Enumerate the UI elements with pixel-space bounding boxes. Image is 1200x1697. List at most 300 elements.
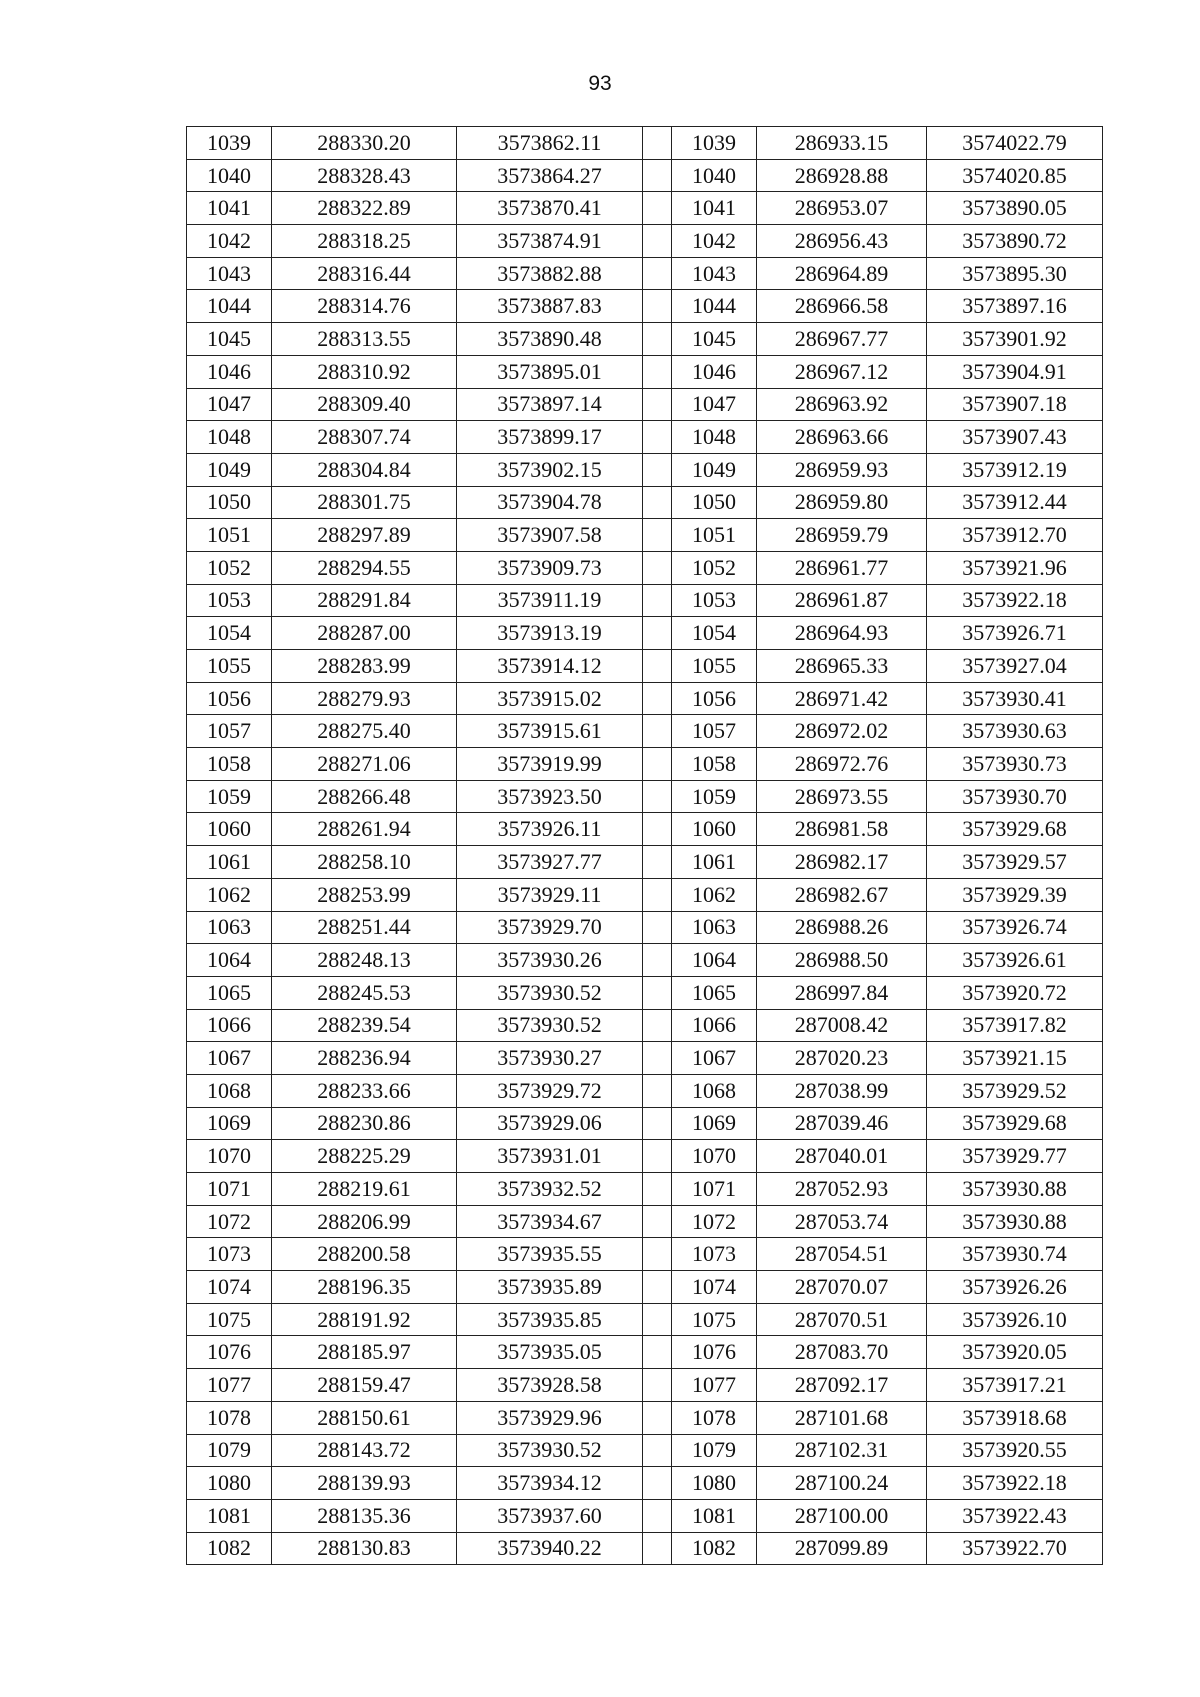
left-point-id: 1050	[187, 486, 272, 519]
left-x-coordinate: 288143.72	[272, 1434, 457, 1467]
table-row	[187, 551, 1103, 584]
separator-cell	[643, 1173, 672, 1206]
separator-cell	[643, 1205, 672, 1238]
separator-cell	[643, 1271, 672, 1304]
separator-cell	[643, 1074, 672, 1107]
left-y-coordinate: 3573940.22	[457, 1532, 643, 1565]
table-row	[187, 257, 1103, 290]
separator-cell	[643, 944, 672, 977]
right-x-coordinate: 287040.01	[757, 1140, 927, 1173]
left-y-coordinate: 3573929.72	[457, 1074, 643, 1107]
table-row	[187, 911, 1103, 944]
right-y-coordinate: 3573920.72	[927, 976, 1103, 1009]
right-x-coordinate: 286963.92	[757, 388, 927, 421]
separator-cell	[643, 650, 672, 683]
right-x-coordinate: 287039.46	[757, 1107, 927, 1140]
table-row	[187, 1009, 1103, 1042]
table-row	[187, 192, 1103, 225]
right-x-coordinate: 286971.42	[757, 682, 927, 715]
left-x-coordinate: 288310.92	[272, 355, 457, 388]
right-point-id: 1049	[672, 453, 757, 486]
left-x-coordinate: 288196.35	[272, 1271, 457, 1304]
right-y-coordinate: 3573907.43	[927, 421, 1103, 454]
table-row	[187, 127, 1103, 160]
table-row	[187, 617, 1103, 650]
table-row	[187, 355, 1103, 388]
right-x-coordinate: 286988.26	[757, 911, 927, 944]
left-x-coordinate: 288330.20	[272, 127, 457, 160]
right-y-coordinate: 3573929.52	[927, 1074, 1103, 1107]
left-y-coordinate: 3573895.01	[457, 355, 643, 388]
right-point-id: 1039	[672, 127, 757, 160]
right-point-id: 1062	[672, 878, 757, 911]
separator-cell	[643, 748, 672, 781]
left-y-coordinate: 3573899.17	[457, 421, 643, 454]
left-point-id: 1068	[187, 1074, 272, 1107]
separator-cell	[643, 1434, 672, 1467]
table-row	[187, 1173, 1103, 1206]
right-y-coordinate: 3573921.96	[927, 551, 1103, 584]
left-y-coordinate: 3573915.61	[457, 715, 643, 748]
right-y-coordinate: 3573926.26	[927, 1271, 1103, 1304]
separator-cell	[643, 846, 672, 879]
table-row	[187, 1074, 1103, 1107]
left-x-coordinate: 288236.94	[272, 1042, 457, 1075]
right-y-coordinate: 3573926.61	[927, 944, 1103, 977]
separator-cell	[643, 225, 672, 258]
separator-cell	[643, 1401, 672, 1434]
left-point-id: 1047	[187, 388, 272, 421]
right-y-coordinate: 3573922.18	[927, 1467, 1103, 1500]
table-row	[187, 388, 1103, 421]
coordinate-table-body	[187, 127, 1103, 1565]
separator-cell	[643, 159, 672, 192]
left-point-id: 1059	[187, 780, 272, 813]
left-x-coordinate: 288316.44	[272, 257, 457, 290]
right-x-coordinate: 287070.07	[757, 1271, 927, 1304]
right-point-id: 1064	[672, 944, 757, 977]
left-x-coordinate: 288251.44	[272, 911, 457, 944]
right-x-coordinate: 286981.58	[757, 813, 927, 846]
separator-cell	[643, 1369, 672, 1402]
right-point-id: 1047	[672, 388, 757, 421]
left-point-id: 1061	[187, 846, 272, 879]
left-x-coordinate: 288307.74	[272, 421, 457, 454]
right-x-coordinate: 286972.02	[757, 715, 927, 748]
left-point-id: 1073	[187, 1238, 272, 1271]
right-x-coordinate: 287053.74	[757, 1205, 927, 1238]
left-y-coordinate: 3573930.52	[457, 1434, 643, 1467]
left-x-coordinate: 288245.53	[272, 976, 457, 1009]
left-x-coordinate: 288297.89	[272, 519, 457, 552]
right-point-id: 1079	[672, 1434, 757, 1467]
left-x-coordinate: 288301.75	[272, 486, 457, 519]
table-row	[187, 976, 1103, 1009]
left-point-id: 1077	[187, 1369, 272, 1402]
left-x-coordinate: 288318.25	[272, 225, 457, 258]
left-point-id: 1049	[187, 453, 272, 486]
right-x-coordinate: 286988.50	[757, 944, 927, 977]
right-y-coordinate: 3573912.44	[927, 486, 1103, 519]
right-point-id: 1068	[672, 1074, 757, 1107]
separator-cell	[643, 1499, 672, 1532]
left-point-id: 1074	[187, 1271, 272, 1304]
left-x-coordinate: 288279.93	[272, 682, 457, 715]
left-point-id: 1055	[187, 650, 272, 683]
left-y-coordinate: 3573915.02	[457, 682, 643, 715]
table-row	[187, 944, 1103, 977]
table-row	[187, 682, 1103, 715]
right-y-coordinate: 3573929.39	[927, 878, 1103, 911]
right-y-coordinate: 3573930.63	[927, 715, 1103, 748]
left-y-coordinate: 3573927.77	[457, 846, 643, 879]
right-point-id: 1057	[672, 715, 757, 748]
separator-cell	[643, 1336, 672, 1369]
left-point-id: 1057	[187, 715, 272, 748]
separator-cell	[643, 551, 672, 584]
table-row	[187, 290, 1103, 323]
right-y-coordinate: 3573930.74	[927, 1238, 1103, 1271]
right-y-coordinate: 3573930.70	[927, 780, 1103, 813]
separator-cell	[643, 257, 672, 290]
separator-cell	[643, 1042, 672, 1075]
table-row	[187, 1532, 1103, 1565]
right-x-coordinate: 286967.77	[757, 323, 927, 356]
separator-cell	[643, 1107, 672, 1140]
left-y-coordinate: 3573935.89	[457, 1271, 643, 1304]
right-point-id: 1044	[672, 290, 757, 323]
right-point-id: 1040	[672, 159, 757, 192]
separator-cell	[643, 453, 672, 486]
left-point-id: 1069	[187, 1107, 272, 1140]
separator-cell	[643, 780, 672, 813]
right-x-coordinate: 286928.88	[757, 159, 927, 192]
left-point-id: 1053	[187, 584, 272, 617]
left-x-coordinate: 288322.89	[272, 192, 457, 225]
left-x-coordinate: 288139.93	[272, 1467, 457, 1500]
left-y-coordinate: 3573890.48	[457, 323, 643, 356]
left-point-id: 1060	[187, 813, 272, 846]
left-y-coordinate: 3573904.78	[457, 486, 643, 519]
right-y-coordinate: 3573929.68	[927, 1107, 1103, 1140]
right-x-coordinate: 287054.51	[757, 1238, 927, 1271]
left-y-coordinate: 3573929.96	[457, 1401, 643, 1434]
left-point-id: 1046	[187, 355, 272, 388]
table-row	[187, 323, 1103, 356]
right-x-coordinate: 286972.76	[757, 748, 927, 781]
left-point-id: 1065	[187, 976, 272, 1009]
left-point-id: 1041	[187, 192, 272, 225]
table-row	[187, 453, 1103, 486]
left-x-coordinate: 288304.84	[272, 453, 457, 486]
right-y-coordinate: 3573927.04	[927, 650, 1103, 683]
right-y-coordinate: 3573912.70	[927, 519, 1103, 552]
right-point-id: 1081	[672, 1499, 757, 1532]
separator-cell	[643, 1238, 672, 1271]
left-x-coordinate: 288291.84	[272, 584, 457, 617]
right-y-coordinate: 3573922.18	[927, 584, 1103, 617]
right-x-coordinate: 286956.43	[757, 225, 927, 258]
left-y-coordinate: 3573887.83	[457, 290, 643, 323]
left-y-coordinate: 3573930.52	[457, 1009, 643, 1042]
left-x-coordinate: 288314.76	[272, 290, 457, 323]
left-x-coordinate: 288219.61	[272, 1173, 457, 1206]
table-row	[187, 225, 1103, 258]
left-x-coordinate: 288159.47	[272, 1369, 457, 1402]
left-y-coordinate: 3573919.99	[457, 748, 643, 781]
right-y-coordinate: 3573917.82	[927, 1009, 1103, 1042]
left-x-coordinate: 288248.13	[272, 944, 457, 977]
table-row	[187, 650, 1103, 683]
table-row	[187, 1369, 1103, 1402]
table-row	[187, 1499, 1103, 1532]
separator-cell	[643, 421, 672, 454]
right-y-coordinate: 3573922.70	[927, 1532, 1103, 1565]
left-point-id: 1079	[187, 1434, 272, 1467]
left-y-coordinate: 3573862.11	[457, 127, 643, 160]
right-y-coordinate: 3573895.30	[927, 257, 1103, 290]
left-x-coordinate: 288239.54	[272, 1009, 457, 1042]
right-x-coordinate: 287008.42	[757, 1009, 927, 1042]
left-y-coordinate: 3573874.91	[457, 225, 643, 258]
right-y-coordinate: 3573917.21	[927, 1369, 1103, 1402]
right-point-id: 1070	[672, 1140, 757, 1173]
left-x-coordinate: 288130.83	[272, 1532, 457, 1565]
separator-cell	[643, 290, 672, 323]
right-x-coordinate: 287092.17	[757, 1369, 927, 1402]
right-point-id: 1051	[672, 519, 757, 552]
table-row	[187, 748, 1103, 781]
right-x-coordinate: 286953.07	[757, 192, 927, 225]
left-y-coordinate: 3573911.19	[457, 584, 643, 617]
right-y-coordinate: 3573926.71	[927, 617, 1103, 650]
table-row	[187, 1042, 1103, 1075]
right-y-coordinate: 3573904.91	[927, 355, 1103, 388]
separator-cell	[643, 813, 672, 846]
right-y-coordinate: 3573930.88	[927, 1205, 1103, 1238]
left-point-id: 1052	[187, 551, 272, 584]
right-y-coordinate: 3573930.41	[927, 682, 1103, 715]
separator-cell	[643, 1303, 672, 1336]
right-y-coordinate: 3573926.10	[927, 1303, 1103, 1336]
right-y-coordinate: 3573897.16	[927, 290, 1103, 323]
left-y-coordinate: 3573934.12	[457, 1467, 643, 1500]
left-x-coordinate: 288253.99	[272, 878, 457, 911]
right-point-id: 1052	[672, 551, 757, 584]
separator-cell	[643, 911, 672, 944]
right-x-coordinate: 286965.33	[757, 650, 927, 683]
left-x-coordinate: 288233.66	[272, 1074, 457, 1107]
right-y-coordinate: 3573901.92	[927, 323, 1103, 356]
left-y-coordinate: 3573930.27	[457, 1042, 643, 1075]
table-row	[187, 1238, 1103, 1271]
left-point-id: 1081	[187, 1499, 272, 1532]
right-point-id: 1042	[672, 225, 757, 258]
right-point-id: 1058	[672, 748, 757, 781]
right-point-id: 1045	[672, 323, 757, 356]
left-x-coordinate: 288266.48	[272, 780, 457, 813]
right-y-coordinate: 3573907.18	[927, 388, 1103, 421]
right-x-coordinate: 287099.89	[757, 1532, 927, 1565]
right-y-coordinate: 3573930.73	[927, 748, 1103, 781]
right-point-id: 1063	[672, 911, 757, 944]
right-y-coordinate: 3573930.88	[927, 1173, 1103, 1206]
left-point-id: 1043	[187, 257, 272, 290]
right-point-id: 1060	[672, 813, 757, 846]
separator-cell	[643, 1467, 672, 1500]
right-y-coordinate: 3573926.74	[927, 911, 1103, 944]
left-y-coordinate: 3573932.52	[457, 1173, 643, 1206]
right-point-id: 1053	[672, 584, 757, 617]
table-row	[187, 1467, 1103, 1500]
left-x-coordinate: 288206.99	[272, 1205, 457, 1238]
separator-cell	[643, 584, 672, 617]
table-row	[187, 1140, 1103, 1173]
right-point-id: 1048	[672, 421, 757, 454]
right-x-coordinate: 287052.93	[757, 1173, 927, 1206]
right-x-coordinate: 287101.68	[757, 1401, 927, 1434]
left-point-id: 1080	[187, 1467, 272, 1500]
left-point-id: 1051	[187, 519, 272, 552]
separator-cell	[643, 323, 672, 356]
right-point-id: 1069	[672, 1107, 757, 1140]
right-x-coordinate: 287083.70	[757, 1336, 927, 1369]
left-point-id: 1044	[187, 290, 272, 323]
right-point-id: 1041	[672, 192, 757, 225]
table-row	[187, 1336, 1103, 1369]
separator-cell	[643, 878, 672, 911]
separator-cell	[643, 976, 672, 1009]
right-x-coordinate: 286973.55	[757, 780, 927, 813]
table-row	[187, 813, 1103, 846]
left-x-coordinate: 288230.86	[272, 1107, 457, 1140]
table-row	[187, 421, 1103, 454]
separator-cell	[643, 1140, 672, 1173]
right-x-coordinate: 286982.67	[757, 878, 927, 911]
left-y-coordinate: 3573930.52	[457, 976, 643, 1009]
left-y-coordinate: 3573913.19	[457, 617, 643, 650]
separator-cell	[643, 617, 672, 650]
table-row	[187, 1107, 1103, 1140]
right-y-coordinate: 3574022.79	[927, 127, 1103, 160]
left-x-coordinate: 288185.97	[272, 1336, 457, 1369]
left-point-id: 1064	[187, 944, 272, 977]
right-point-id: 1059	[672, 780, 757, 813]
right-point-id: 1067	[672, 1042, 757, 1075]
right-point-id: 1066	[672, 1009, 757, 1042]
left-x-coordinate: 288150.61	[272, 1401, 457, 1434]
table-row	[187, 1401, 1103, 1434]
left-x-coordinate: 288328.43	[272, 159, 457, 192]
right-point-id: 1050	[672, 486, 757, 519]
left-y-coordinate: 3573907.58	[457, 519, 643, 552]
right-x-coordinate: 286966.58	[757, 290, 927, 323]
right-x-coordinate: 287038.99	[757, 1074, 927, 1107]
left-x-coordinate: 288271.06	[272, 748, 457, 781]
left-y-coordinate: 3573935.05	[457, 1336, 643, 1369]
left-y-coordinate: 3573929.06	[457, 1107, 643, 1140]
left-point-id: 1067	[187, 1042, 272, 1075]
right-point-id: 1078	[672, 1401, 757, 1434]
right-point-id: 1075	[672, 1303, 757, 1336]
table-row	[187, 1434, 1103, 1467]
table-row	[187, 878, 1103, 911]
right-x-coordinate: 287070.51	[757, 1303, 927, 1336]
separator-cell	[643, 388, 672, 421]
right-point-id: 1046	[672, 355, 757, 388]
separator-cell	[643, 1532, 672, 1565]
left-y-coordinate: 3573935.85	[457, 1303, 643, 1336]
left-x-coordinate: 288225.29	[272, 1140, 457, 1173]
right-point-id: 1082	[672, 1532, 757, 1565]
page-number: 93	[588, 72, 612, 95]
right-x-coordinate: 286959.93	[757, 453, 927, 486]
left-y-coordinate: 3573923.50	[457, 780, 643, 813]
left-point-id: 1040	[187, 159, 272, 192]
table-row	[187, 159, 1103, 192]
separator-cell	[643, 192, 672, 225]
separator-cell	[643, 486, 672, 519]
left-y-coordinate: 3573937.60	[457, 1499, 643, 1532]
left-point-id: 1058	[187, 748, 272, 781]
right-y-coordinate: 3573890.72	[927, 225, 1103, 258]
left-x-coordinate: 288275.40	[272, 715, 457, 748]
coordinate-table	[186, 126, 1103, 1565]
right-y-coordinate: 3573929.68	[927, 813, 1103, 846]
table-row	[187, 1205, 1103, 1238]
separator-cell	[643, 682, 672, 715]
right-y-coordinate: 3573918.68	[927, 1401, 1103, 1434]
right-x-coordinate: 286961.77	[757, 551, 927, 584]
right-point-id: 1074	[672, 1271, 757, 1304]
table-row	[187, 715, 1103, 748]
left-x-coordinate: 288261.94	[272, 813, 457, 846]
table-row	[187, 1271, 1103, 1304]
right-x-coordinate: 286967.12	[757, 355, 927, 388]
right-x-coordinate: 286964.93	[757, 617, 927, 650]
table-row	[187, 519, 1103, 552]
left-point-id: 1070	[187, 1140, 272, 1173]
right-x-coordinate: 287100.24	[757, 1467, 927, 1500]
left-point-id: 1045	[187, 323, 272, 356]
separator-cell	[643, 519, 672, 552]
right-y-coordinate: 3573929.77	[927, 1140, 1103, 1173]
separator-cell	[643, 715, 672, 748]
left-x-coordinate: 288283.99	[272, 650, 457, 683]
left-point-id: 1062	[187, 878, 272, 911]
left-y-coordinate: 3573935.55	[457, 1238, 643, 1271]
right-x-coordinate: 286933.15	[757, 127, 927, 160]
left-point-id: 1042	[187, 225, 272, 258]
left-y-coordinate: 3573930.26	[457, 944, 643, 977]
left-x-coordinate: 288258.10	[272, 846, 457, 879]
left-x-coordinate: 288135.36	[272, 1499, 457, 1532]
right-x-coordinate: 286961.87	[757, 584, 927, 617]
left-y-coordinate: 3573882.88	[457, 257, 643, 290]
left-x-coordinate: 288191.92	[272, 1303, 457, 1336]
separator-cell	[643, 1009, 672, 1042]
right-x-coordinate: 286963.66	[757, 421, 927, 454]
right-point-id: 1054	[672, 617, 757, 650]
left-point-id: 1071	[187, 1173, 272, 1206]
right-point-id: 1065	[672, 976, 757, 1009]
left-point-id: 1072	[187, 1205, 272, 1238]
left-x-coordinate: 288200.58	[272, 1238, 457, 1271]
right-x-coordinate: 287020.23	[757, 1042, 927, 1075]
right-x-coordinate: 286964.89	[757, 257, 927, 290]
left-x-coordinate: 288313.55	[272, 323, 457, 356]
left-point-id: 1075	[187, 1303, 272, 1336]
